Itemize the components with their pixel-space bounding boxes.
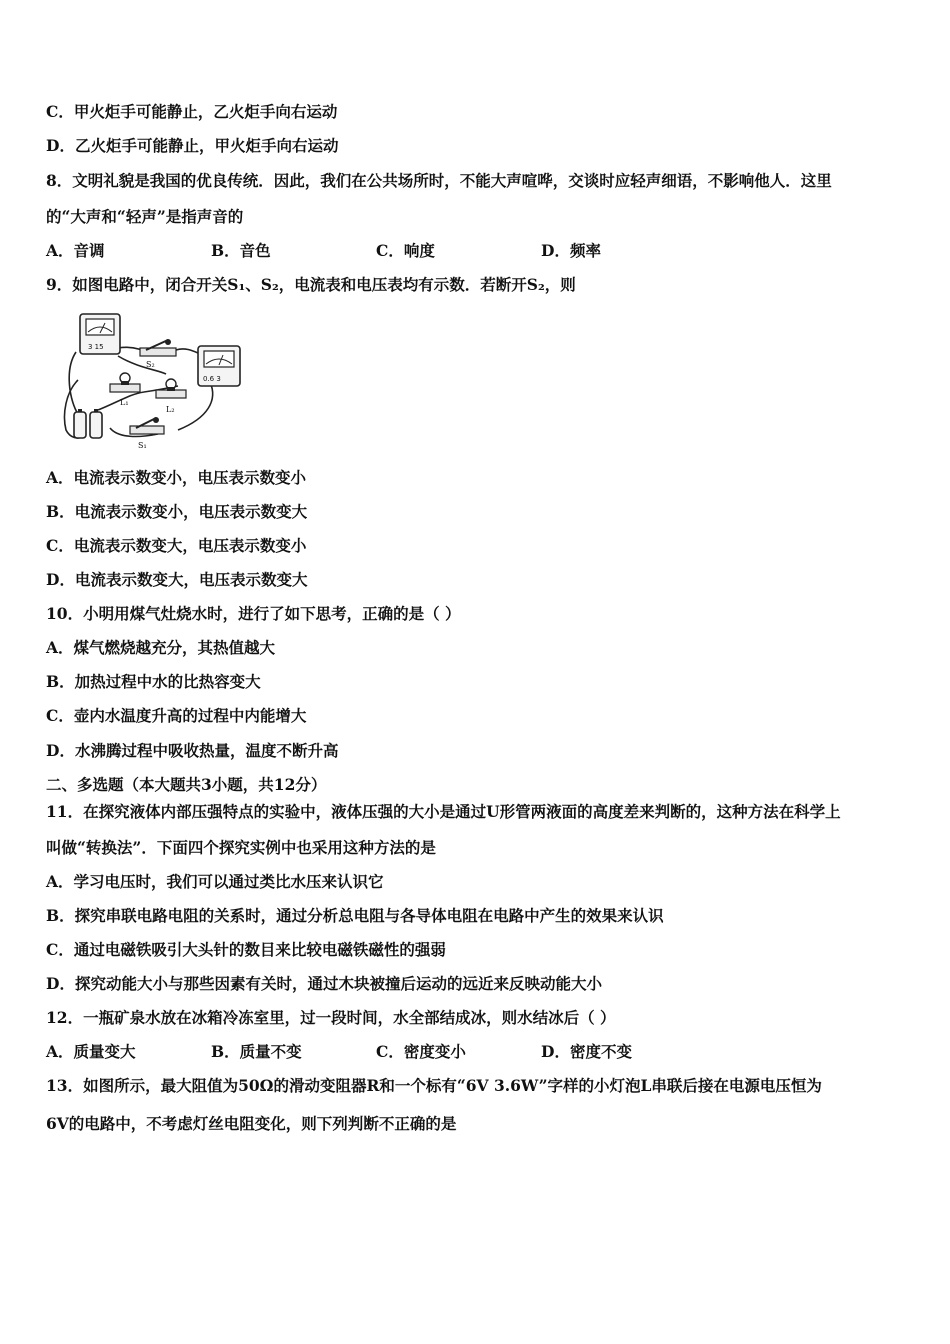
q12-option-d: D．密度不变	[541, 1042, 632, 1061]
q13-stem-line2: 6V的电路中，不考虑灯丝电阻变化，则下列判断不正确的是	[46, 1114, 457, 1133]
q10-option-d: D．水沸腾过程中吸收热量，温度不断升高	[46, 741, 339, 760]
switch-s2	[140, 339, 176, 369]
switch-s1	[130, 417, 164, 450]
q12-option-b: B．质量不变	[211, 1042, 302, 1061]
label-l2: L₂	[166, 405, 175, 414]
q9-option-a: A．电流表示数变小，电压表示数变小	[46, 468, 307, 487]
q8-option-c: C．响度	[376, 241, 435, 260]
q10-option-b: B．加热过程中水的比热容变大	[46, 672, 261, 691]
circuit-diagram	[58, 310, 248, 454]
q7-option-d: D．乙火炬手可能静止，甲火炬手向右运动	[46, 136, 339, 155]
q11-option-b: B．探究串联电路电阻的关系时，通过分析总电阻与各导体电阻在电路中产生的效果来认识	[46, 906, 664, 925]
q11-stem-line1: 11．在探究液体内部压强特点的实验中，液体压强的大小是通过U形管两液面的高度差来判断的，这种方法在科学上	[46, 802, 841, 821]
q12-option-a: A．质量变大	[46, 1042, 136, 1061]
q13-stem-line1: 13．如图所示，最大阻值为50Ω的滑动变阻器R和一个标有“6V 3.6W”字样的小灯泡L串联后接在电源电压恒为	[46, 1076, 822, 1095]
q11-stem-line2: 叫做“转换法”．下面四个探究实例中也采用这种方法的是	[46, 838, 436, 857]
q8-option-d: D．频率	[541, 241, 601, 260]
q10-option-c: C．壶内水温度升高的过程中内能增大	[46, 706, 307, 725]
lamp-l2	[156, 379, 186, 414]
q9-option-b: B．电流表示数变小，电压表示数变大	[46, 502, 308, 521]
q12-stem: 12．一瓶矿泉水放在冰箱冷冻室里，过一段时间，水全部结成冰，则水结冰后（ ）	[46, 1008, 616, 1027]
q11-option-d: D．探究动能大小与那些因素有关时，通过木块被撞后运动的远近来反映动能大小	[46, 974, 602, 993]
q9-option-d: D．电流表示数变大，电压表示数变大	[46, 570, 308, 589]
q8-option-b: B．音色	[211, 241, 271, 260]
q10-option-a: A．煤气燃烧越充分，其热值越大	[46, 638, 276, 657]
section-heading: 二、多选题（本大题共3小题，共12分）	[46, 775, 327, 794]
q8-stem-line2: 的“大声和“轻声”是指声音的	[46, 207, 244, 226]
q12-option-c: C．密度变小	[376, 1042, 466, 1061]
voltmeter	[80, 314, 120, 354]
q8-stem-line1: 8．文明礼貌是我国的优良传统．因此，我们在公共场所时，不能大声喧哗，交谈时应轻声细语，不影响他人．这里	[46, 171, 832, 190]
q9-option-c: C．电流表示数变大，电压表示数变小	[46, 536, 307, 555]
battery	[74, 409, 102, 438]
ammeter	[198, 346, 240, 386]
q11-option-c: C．通过电磁铁吸引大头针的数目来比较电磁铁磁性的强弱	[46, 940, 446, 959]
label-l1: L₁	[120, 398, 129, 407]
q7-option-c: C．甲火炬手可能静止，乙火炬手向右运动	[46, 102, 338, 121]
q10-stem: 10．小明用煤气灶烧水时，进行了如下思考，正确的是（ ）	[46, 604, 461, 623]
voltmeter-scale: 3 15	[88, 343, 104, 351]
q8-option-a: A．音调	[46, 241, 105, 260]
q9-stem: 9．如图电路中，闭合开关S₁、S₂，电流表和电压表均有示数．若断开S₂，则	[46, 275, 576, 294]
label-s2: S₂	[146, 360, 155, 369]
q11-option-a: A．学习电压时，我们可以通过类比水压来认识它	[46, 872, 384, 891]
ammeter-scale: 0.6 3	[203, 375, 221, 383]
label-s1: S₁	[138, 441, 147, 450]
